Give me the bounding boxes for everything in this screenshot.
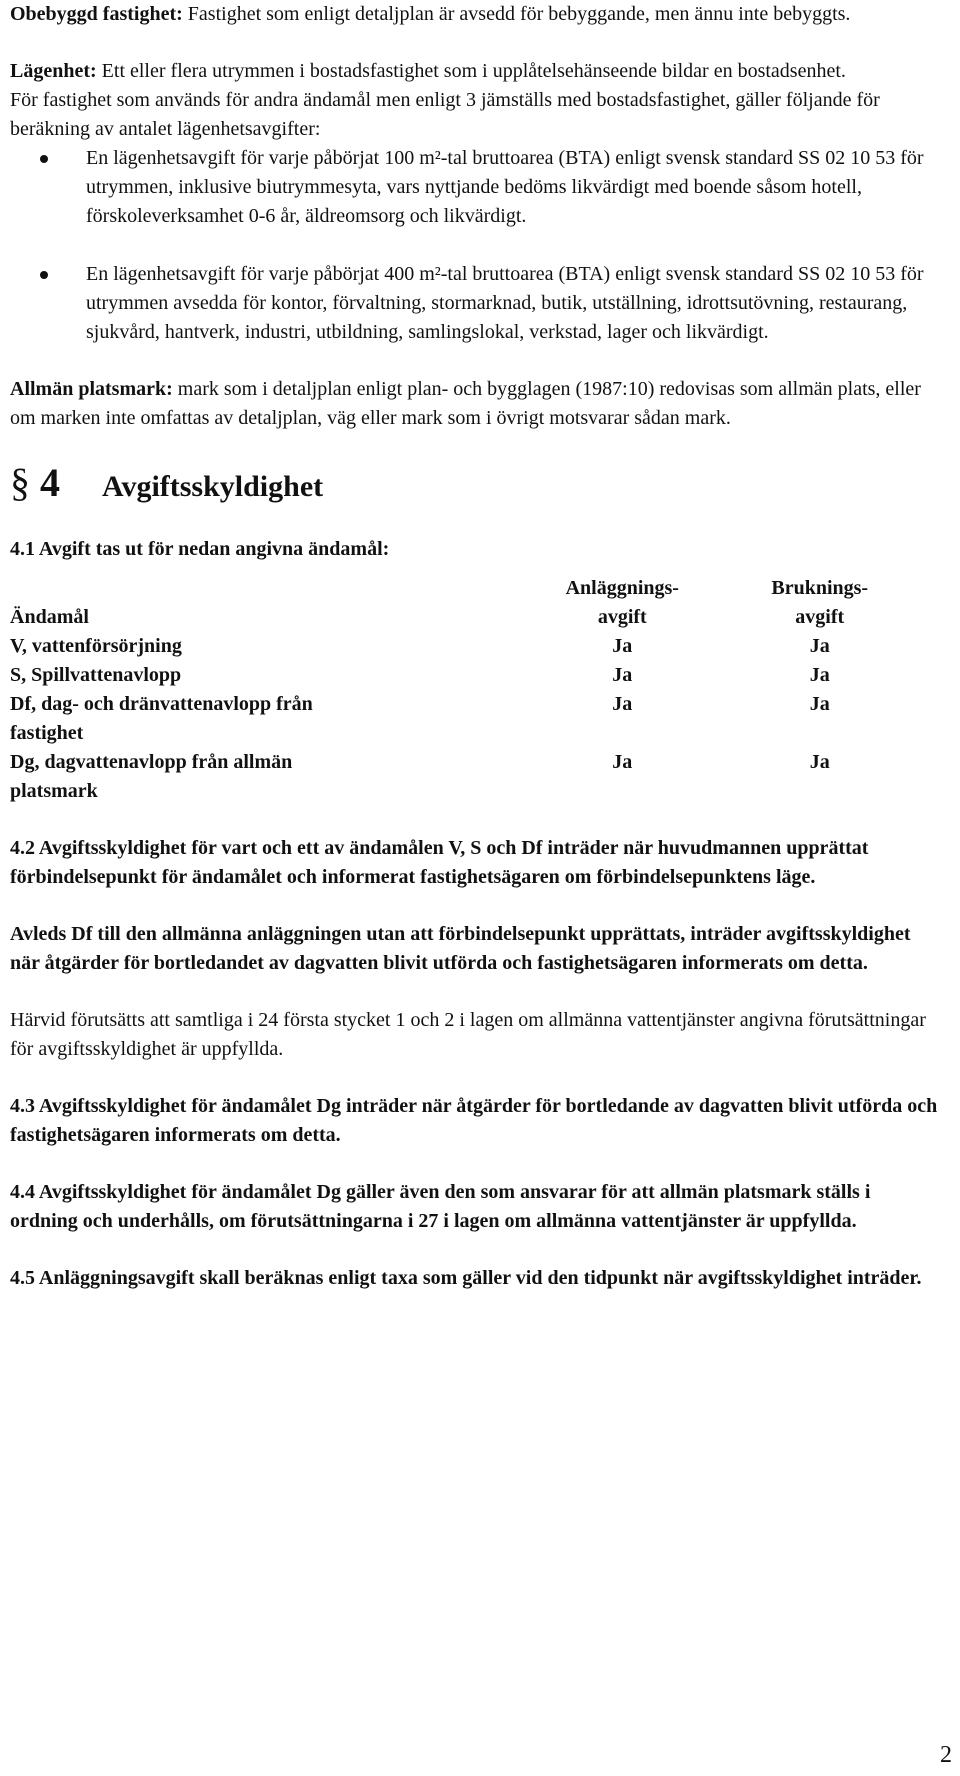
- definition-allman-platsmark: [10, 375, 940, 433]
- table-cell-anlaggning: Ja: [612, 693, 633, 715]
- bullet-icon: [40, 271, 48, 279]
- term-obebyggd-fastighet: Obebyggd fastighet:: [10, 3, 183, 25]
- table-cell-andamal: V, vattenförsörjning: [10, 635, 182, 657]
- table-row: [10, 690, 910, 748]
- section-number: 4: [40, 460, 60, 505]
- definition-lagenhet: [10, 57, 940, 86]
- table-cell-anlaggning: Ja: [612, 664, 633, 686]
- table-cell-andamal: S, Spillvattenavlopp: [10, 664, 182, 686]
- bullet-text: En lägenhetsavgift för varje påbörjat 100 m²-tal bruttoarea (BTA) enligt svensk standard SS 02 10 53 för utrymmen, inklusive biutrymmesyta, vars nyttjande bedöms likvärdigt med boende såsom hotell, förskoleverksamhet 0-6 år, äldreomsorg och likvärdigt.: [86, 147, 924, 227]
- table-row: [10, 632, 910, 661]
- table-cell-bruknings: Ja: [809, 635, 830, 657]
- section-title: Avgiftsskyldighet: [102, 470, 324, 503]
- table-cell-bruknings: Ja: [809, 751, 830, 773]
- header-brukningsavgift: Bruknings- avgift: [771, 577, 869, 628]
- definition-text: Ett eller flera utrymmen i bostadsfastighet som i upplåtelsehänseende bildar en bostadsenhet.: [96, 60, 846, 82]
- table-cell-bruknings: Ja: [809, 664, 830, 686]
- page-number: 2: [940, 1742, 952, 1768]
- definition-text: Fastighet som enligt detaljplan är avsedd för bebyggande, men ännu inte bebyggts.: [182, 3, 851, 25]
- table-cell-andamal: Df, dag- och dränvattenavlopp från fastighet: [10, 693, 313, 744]
- subsection-4-2: 4.2 Avgiftsskyldighet för vart och ett av ändamålen V, S och Df inträder när huvudmannen upprättat förbindelsepunkt för ändamålet och informerat fastighetsägaren om förbindelsepunktens läge.: [10, 837, 869, 888]
- bullet-icon: [40, 155, 48, 163]
- bullet-list: [10, 144, 940, 347]
- term-allman-platsmark: Allmän platsmark:: [10, 378, 173, 400]
- table-row: [10, 748, 910, 806]
- term-lagenhet: Lägenhet:: [10, 60, 97, 82]
- paragraph-avleds-df: Avleds Df till den allmänna anläggningen utan att förbindelsepunkt upprättats, inträder avgiftsskyldighet när åtgärder för bortledandet av dagvatten blivit utförda och fastighetsägaren informerats om detta.: [10, 923, 911, 974]
- section-heading: [10, 460, 940, 507]
- avgift-table: [10, 574, 910, 806]
- bullet-text: En lägenhetsavgift för varje påbörjat 400 m²-tal bruttoarea (BTA) enligt svensk standard SS 02 10 53 för utrymmen avsedda för kontor, förvaltning, stormarknad, butik, utställning, idrottsutövning, restaurang, sjukvård, hantverk, industri, utbildning, samlingslokal, verkstad, lager och likvärdigt.: [86, 263, 924, 343]
- bullet-item: [10, 144, 940, 231]
- table-header-row: [10, 574, 910, 632]
- paragraph-other-purposes: För fastighet som används för andra ändamål men enligt 3 jämställs med bostadsfastighet, gäller följande för beräkning av antalet lägenhetsavgifter:: [10, 89, 880, 140]
- definition-text: mark som i detaljplan enligt plan- och bygglagen (1987:10) redovisas som allmän plats, eller om marken inte omfattas av detaljplan, väg eller mark som i övrigt motsvarar sådan mark.: [10, 378, 921, 429]
- subsection-4-1: 4.1 Avgift tas ut för nedan angivna ändamål:: [10, 538, 390, 560]
- paragraph-harvid: Härvid förutsätts att samtliga i 24 första stycket 1 och 2 i lagen om allmänna vattentjänster angivna förutsättningar för avgiftsskyldighet är uppfyllda.: [10, 1009, 926, 1060]
- bullet-item: [10, 260, 940, 347]
- subsection-4-3: 4.3 Avgiftsskyldighet för ändamålet Dg inträder när åtgärder för bortledande av dagvatten blivit utförda och fastighetsägaren informerats om detta.: [10, 1095, 938, 1146]
- subsection-4-4: 4.4 Avgiftsskyldighet för ändamålet Dg gäller även den som ansvarar för att allmän platsmark ställs i ordning och underhålls, om förutsättningarna i 27 i lagen om allmänna vattentjänster är uppfyllda.: [10, 1181, 871, 1232]
- table-row: [10, 661, 910, 690]
- table-cell-andamal: Dg, dagvattenavlopp från allmän platsmark: [10, 751, 293, 802]
- definition-obebyggd-fastighet: [10, 0, 940, 29]
- table-cell-anlaggning: Ja: [612, 635, 633, 657]
- subsection-4-5: 4.5 Anläggningsavgift skall beräknas enligt taxa som gäller vid den tidpunkt när avgiftsskyldighet inträder.: [10, 1267, 922, 1289]
- header-anlaggningsavgift: Anläggnings- avgift: [565, 577, 679, 628]
- table-cell-anlaggning: Ja: [612, 751, 633, 773]
- section-symbol: §: [10, 460, 30, 505]
- document-page: [10, 0, 940, 1293]
- header-andamal: Ändamål: [10, 606, 89, 628]
- table-cell-bruknings: Ja: [809, 693, 830, 715]
